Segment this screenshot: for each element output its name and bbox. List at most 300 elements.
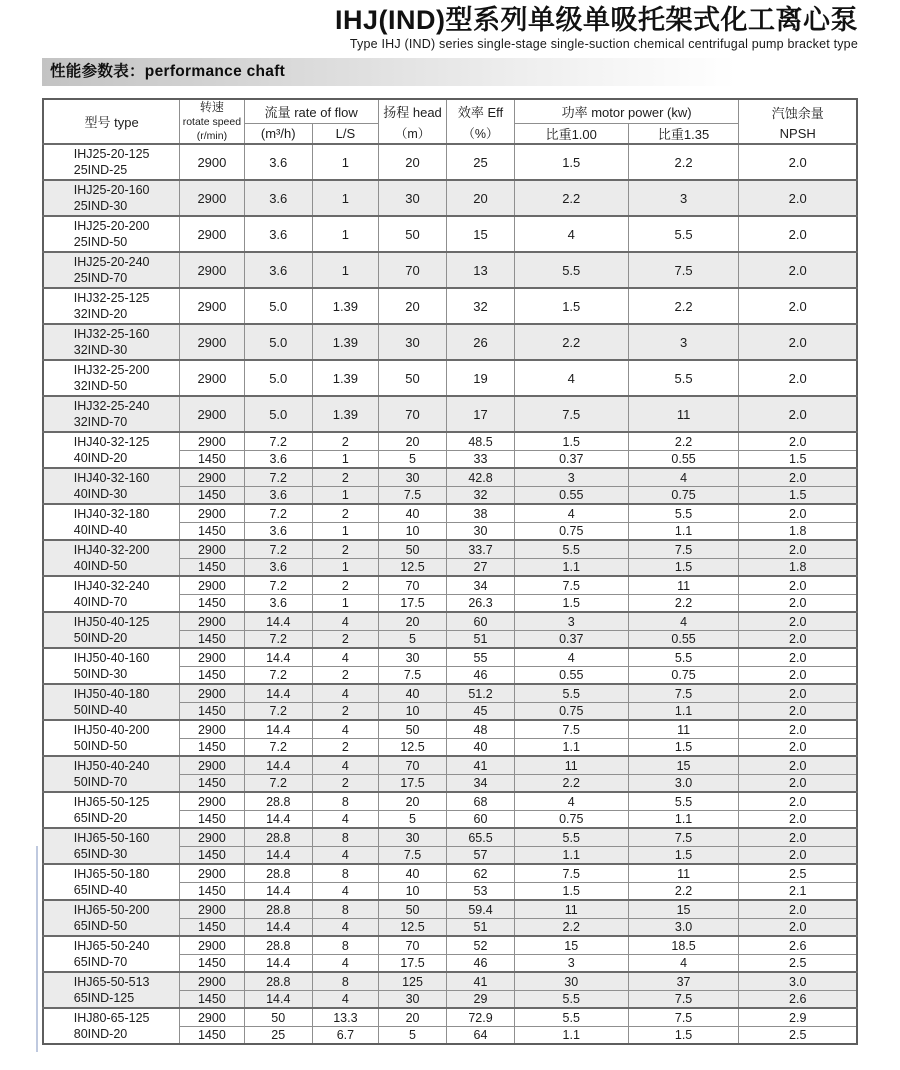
npsh-cell: 2.6: [739, 990, 857, 1008]
eff-cell: 45: [447, 702, 515, 720]
table-row: [43, 540, 857, 558]
power-135-cell: 7.5: [628, 990, 739, 1008]
table-row: [43, 252, 857, 288]
npsh-cell: 2.9: [739, 1008, 857, 1026]
flow-m3h-cell: 3.6: [244, 216, 312, 252]
power-135-cell: 2.2: [628, 144, 739, 180]
model-label: 40IND-20: [73, 451, 128, 466]
flow-m3h-cell: 14.4: [244, 990, 312, 1008]
head-cell: 40: [378, 684, 446, 702]
flow-m3h-cell: 3.6: [244, 180, 312, 216]
table-row: [43, 468, 857, 486]
eff-cell: 52: [447, 936, 515, 954]
flow-m3h-cell: 14.4: [244, 756, 312, 774]
flow-ls-cell: 2: [312, 576, 378, 594]
flow-m3h-cell: 14.4: [244, 648, 312, 666]
model-label: IHJ25-20-125: [73, 146, 150, 161]
table-row: [43, 756, 857, 774]
eff-cell: 19: [447, 360, 515, 396]
flow-ls-cell: 2: [312, 666, 378, 684]
npsh-cell: 2.0: [739, 630, 857, 648]
power-100-cell: 7.5: [514, 864, 628, 882]
head-cell: 50: [378, 540, 446, 558]
flow-m3h-cell: 7.2: [244, 702, 312, 720]
power-100-cell: 0.37: [514, 630, 628, 648]
col-header-power-group: 功率 motor power (kw): [514, 99, 739, 123]
model-cell: [43, 576, 180, 612]
flow-ls-cell: 1: [312, 522, 378, 540]
power-135-cell: 1.5: [628, 1026, 739, 1044]
speed-cell: 2900: [180, 144, 244, 180]
npsh-cell: 2.0: [739, 918, 857, 936]
flow-ls-cell: 2: [312, 468, 378, 486]
model-cell: [43, 324, 180, 360]
eff-cell: 48: [447, 720, 515, 738]
speed-cell: 2900: [180, 648, 244, 666]
flow-m3h-cell: 7.2: [244, 432, 312, 450]
flow-m3h-cell: 7.2: [244, 504, 312, 522]
col-header-flow-group: 流量 rate of flow: [244, 99, 378, 123]
npsh-cell: 2.0: [739, 576, 857, 594]
flow-m3h-cell: 28.8: [244, 936, 312, 954]
model-label: IHJ50-40-200: [73, 722, 150, 737]
head-cell: 10: [378, 522, 446, 540]
col-header-power-135: 比重1.35: [628, 123, 739, 144]
power-100-cell: 5.5: [514, 684, 628, 702]
speed-cell: 2900: [180, 576, 244, 594]
model-label: 50IND-30: [73, 667, 128, 682]
speed-cell: 2900: [180, 828, 244, 846]
head-cell: 12.5: [378, 918, 446, 936]
power-100-cell: 3: [514, 954, 628, 972]
model-label: 65IND-70: [73, 955, 128, 970]
eff-cell: 64: [447, 1026, 515, 1044]
eff-cell: 55: [447, 648, 515, 666]
npsh-cell: 1.8: [739, 522, 857, 540]
col-header-power-100: 比重1.00: [514, 123, 628, 144]
model-cell: [43, 180, 180, 216]
power-100-cell: 1.5: [514, 288, 628, 324]
model-label: IHJ32-25-240: [73, 398, 150, 413]
model-label: 65IND-125: [73, 991, 135, 1006]
power-135-cell: 3.0: [628, 774, 739, 792]
col-header-flow-ls: L/S: [312, 123, 378, 144]
speed-cell: 2900: [180, 756, 244, 774]
table-row: [43, 360, 857, 396]
npsh-cell: 2.0: [739, 612, 857, 630]
power-100-cell: 0.55: [514, 486, 628, 504]
flow-m3h-cell: 14.4: [244, 612, 312, 630]
table-row: [43, 324, 857, 360]
section-header-bar: [42, 58, 858, 86]
eff-cell: 46: [447, 954, 515, 972]
model-label: 32IND-70: [73, 415, 128, 430]
npsh-cell: 2.6: [739, 936, 857, 954]
model-label: IHJ25-20-160: [73, 182, 150, 197]
flow-m3h-cell: 3.6: [244, 486, 312, 504]
flow-m3h-cell: 7.2: [244, 666, 312, 684]
power-135-cell: 11: [628, 576, 739, 594]
header-row-1: [43, 99, 857, 123]
npsh-cell: 1.5: [739, 486, 857, 504]
model-cell: [43, 252, 180, 288]
flow-ls-cell: 2: [312, 630, 378, 648]
table-row: [43, 900, 857, 918]
eff-cell: 26.3: [447, 594, 515, 612]
power-100-cell: 5.5: [514, 1008, 628, 1026]
model-cell: [43, 828, 180, 864]
model-cell: [43, 720, 180, 756]
flow-m3h-cell: 7.2: [244, 774, 312, 792]
flow-ls-cell: 8: [312, 936, 378, 954]
power-100-cell: 1.5: [514, 432, 628, 450]
npsh-cell: 2.1: [739, 882, 857, 900]
flow-m3h-cell: 28.8: [244, 792, 312, 810]
head-cell: 50: [378, 720, 446, 738]
table-row: [43, 720, 857, 738]
flow-m3h-cell: 5.0: [244, 288, 312, 324]
head-cell: 125: [378, 972, 446, 990]
speed-cell: 2900: [180, 504, 244, 522]
npsh-cell: 2.0: [739, 360, 857, 396]
model-label: IHJ40-32-180: [73, 506, 150, 521]
power-135-cell: 15: [628, 900, 739, 918]
head-cell: 7.5: [378, 846, 446, 864]
flow-m3h-cell: 7.2: [244, 468, 312, 486]
eff-cell: 46: [447, 666, 515, 684]
flow-ls-cell: 4: [312, 954, 378, 972]
npsh-cell: 2.0: [739, 756, 857, 774]
power-100-cell: 3: [514, 468, 628, 486]
power-135-cell: 11: [628, 864, 739, 882]
model-label: IHJ65-50-160: [73, 830, 150, 845]
power-100-cell: 4: [514, 648, 628, 666]
table-row: [43, 792, 857, 810]
flow-m3h-cell: 3.6: [244, 558, 312, 576]
power-135-cell: 5.5: [628, 504, 739, 522]
table-row: [43, 396, 857, 432]
table-row: [43, 648, 857, 666]
flow-m3h-cell: 28.8: [244, 864, 312, 882]
table-row: [43, 864, 857, 882]
model-label: IHJ40-32-240: [73, 578, 150, 593]
head-cell: 17.5: [378, 594, 446, 612]
head-cell: 30: [378, 990, 446, 1008]
eff-cell: 32: [447, 288, 515, 324]
speed-cell: 1450: [180, 810, 244, 828]
flow-ls-cell: 8: [312, 792, 378, 810]
head-cell: 17.5: [378, 774, 446, 792]
flow-m3h-cell: 7.2: [244, 630, 312, 648]
table-row: [43, 612, 857, 630]
npsh-cell: 2.0: [739, 900, 857, 918]
flow-ls-cell: 1.39: [312, 324, 378, 360]
table-row: [43, 288, 857, 324]
flow-m3h-cell: 5.0: [244, 324, 312, 360]
power-100-cell: 5.5: [514, 540, 628, 558]
table-row: [43, 684, 857, 702]
head-cell: 20: [378, 288, 446, 324]
flow-ls-cell: 2: [312, 432, 378, 450]
model-cell: [43, 648, 180, 684]
head-cell: 20: [378, 144, 446, 180]
eff-cell: 34: [447, 576, 515, 594]
power-100-cell: 3: [514, 612, 628, 630]
power-135-cell: 1.5: [628, 558, 739, 576]
flow-ls-cell: 4: [312, 810, 378, 828]
speed-cell: 2900: [180, 900, 244, 918]
table-row: [43, 1008, 857, 1026]
flow-m3h-cell: 3.6: [244, 252, 312, 288]
model-cell: [43, 288, 180, 324]
eff-cell: 57: [447, 846, 515, 864]
flow-ls-cell: 4: [312, 684, 378, 702]
power-135-cell: 3.0: [628, 918, 739, 936]
flow-m3h-cell: 3.6: [244, 144, 312, 180]
speed-cell: 1450: [180, 1026, 244, 1044]
power-100-cell: 4: [514, 360, 628, 396]
power-100-cell: 0.75: [514, 702, 628, 720]
model-cell: [43, 756, 180, 792]
flow-m3h-cell: 3.6: [244, 450, 312, 468]
power-100-cell: 2.2: [514, 180, 628, 216]
power-135-cell: 5.5: [628, 792, 739, 810]
speed-cell: 1450: [180, 882, 244, 900]
head-cell: 12.5: [378, 558, 446, 576]
model-label: IHJ40-32-160: [73, 470, 150, 485]
power-100-cell: 1.1: [514, 1026, 628, 1044]
flow-ls-cell: 2: [312, 702, 378, 720]
col-header-head: 扬程 head （m）: [378, 99, 446, 144]
model-cell: [43, 900, 180, 936]
flow-m3h-cell: 7.2: [244, 540, 312, 558]
speed-cell: 1450: [180, 558, 244, 576]
speed-cell: 2900: [180, 432, 244, 450]
power-100-cell: 15: [514, 936, 628, 954]
power-100-cell: 1.1: [514, 558, 628, 576]
speed-cell: 1450: [180, 918, 244, 936]
speed-cell: 1450: [180, 738, 244, 756]
npsh-cell: 2.0: [739, 144, 857, 180]
npsh-cell: 2.0: [739, 180, 857, 216]
npsh-cell: 2.0: [739, 666, 857, 684]
head-cell: 30: [378, 648, 446, 666]
head-cell: 40: [378, 864, 446, 882]
head-cell: 30: [378, 324, 446, 360]
model-label: IHJ25-20-200: [73, 218, 150, 233]
speed-cell: 2900: [180, 936, 244, 954]
head-cell: 40: [378, 504, 446, 522]
speed-cell: 2900: [180, 540, 244, 558]
flow-m3h-cell: 7.2: [244, 738, 312, 756]
speed-cell: 2900: [180, 864, 244, 882]
speed-cell: 2900: [180, 180, 244, 216]
npsh-cell: 2.0: [739, 594, 857, 612]
speed-cell: 1450: [180, 486, 244, 504]
power-135-cell: 0.75: [628, 666, 739, 684]
flow-m3h-cell: 14.4: [244, 846, 312, 864]
model-cell: [43, 936, 180, 972]
npsh-cell: 2.0: [739, 810, 857, 828]
model-label: IHJ25-20-240: [73, 254, 150, 269]
model-cell: [43, 504, 180, 540]
col-header-flow-m3h: (m³/h): [244, 123, 312, 144]
head-cell: 30: [378, 468, 446, 486]
head-cell: 30: [378, 828, 446, 846]
power-100-cell: 2.2: [514, 324, 628, 360]
model-label: 50IND-40: [73, 703, 128, 718]
scan-artifact-line: [36, 846, 38, 1052]
npsh-cell: 1.8: [739, 558, 857, 576]
speed-cell: 2900: [180, 396, 244, 432]
flow-ls-cell: 2: [312, 774, 378, 792]
flow-ls-cell: 1: [312, 558, 378, 576]
power-100-cell: 5.5: [514, 252, 628, 288]
flow-m3h-cell: 14.4: [244, 720, 312, 738]
flow-ls-cell: 4: [312, 648, 378, 666]
head-cell: 7.5: [378, 486, 446, 504]
model-label: IHJ40-32-125: [73, 434, 150, 449]
eff-cell: 27: [447, 558, 515, 576]
head-cell: 70: [378, 252, 446, 288]
power-100-cell: 5.5: [514, 990, 628, 1008]
eff-cell: 33.7: [447, 540, 515, 558]
model-label: 25IND-30: [73, 199, 128, 214]
flow-m3h-cell: 3.6: [244, 594, 312, 612]
table-row: [43, 216, 857, 252]
head-cell: 70: [378, 756, 446, 774]
flow-ls-cell: 2: [312, 540, 378, 558]
flow-m3h-cell: 25: [244, 1026, 312, 1044]
power-135-cell: 5.5: [628, 216, 739, 252]
head-cell: 10: [378, 702, 446, 720]
power-100-cell: 0.37: [514, 450, 628, 468]
npsh-cell: 2.5: [739, 1026, 857, 1044]
speed-cell: 1450: [180, 954, 244, 972]
model-cell: [43, 864, 180, 900]
flow-ls-cell: 1: [312, 216, 378, 252]
speed-cell: 2900: [180, 288, 244, 324]
power-135-cell: 2.2: [628, 288, 739, 324]
npsh-cell: 2.0: [739, 216, 857, 252]
col-header-type: 型号 type: [43, 99, 180, 144]
power-100-cell: 1.5: [514, 882, 628, 900]
npsh-cell: 2.0: [739, 738, 857, 756]
power-135-cell: 1.1: [628, 702, 739, 720]
power-135-cell: 15: [628, 756, 739, 774]
power-135-cell: 7.5: [628, 828, 739, 846]
model-cell: [43, 1008, 180, 1044]
flow-m3h-cell: 7.2: [244, 576, 312, 594]
eff-cell: 59.4: [447, 900, 515, 918]
npsh-cell: 2.0: [739, 648, 857, 666]
speed-cell: 1450: [180, 702, 244, 720]
power-135-cell: 4: [628, 612, 739, 630]
eff-cell: 60: [447, 810, 515, 828]
npsh-cell: 2.0: [739, 792, 857, 810]
model-label: IHJ50-40-180: [73, 686, 150, 701]
npsh-cell: 2.5: [739, 864, 857, 882]
model-label: 65IND-50: [73, 919, 128, 934]
head-cell: 10: [378, 882, 446, 900]
speed-cell: 1450: [180, 594, 244, 612]
power-100-cell: 1.1: [514, 846, 628, 864]
power-135-cell: 7.5: [628, 684, 739, 702]
power-135-cell: 7.5: [628, 1008, 739, 1026]
power-135-cell: 11: [628, 720, 739, 738]
flow-m3h-cell: 14.4: [244, 918, 312, 936]
head-cell: 20: [378, 432, 446, 450]
model-label: 25IND-70: [73, 271, 128, 286]
model-label: IHJ50-40-125: [73, 614, 150, 629]
npsh-cell: 2.0: [739, 828, 857, 846]
eff-cell: 42.8: [447, 468, 515, 486]
flow-m3h-cell: 28.8: [244, 900, 312, 918]
table-row: [43, 144, 857, 180]
flow-ls-cell: 8: [312, 864, 378, 882]
table-row: [43, 972, 857, 990]
performance-table-body: [43, 144, 857, 1044]
flow-ls-cell: 8: [312, 900, 378, 918]
head-cell: 7.5: [378, 666, 446, 684]
speed-cell: 2900: [180, 1008, 244, 1026]
model-label: 50IND-70: [73, 775, 128, 790]
model-cell: [43, 432, 180, 468]
eff-cell: 20: [447, 180, 515, 216]
power-135-cell: 18.5: [628, 936, 739, 954]
model-label: 50IND-20: [73, 631, 128, 646]
power-135-cell: 0.55: [628, 450, 739, 468]
model-label: IHJ32-25-160: [73, 326, 150, 341]
head-cell: 5: [378, 1026, 446, 1044]
head-cell: 17.5: [378, 954, 446, 972]
eff-cell: 34: [447, 774, 515, 792]
model-label: 40IND-30: [73, 487, 128, 502]
model-cell: [43, 684, 180, 720]
power-135-cell: 5.5: [628, 360, 739, 396]
model-label: IHJ65-50-200: [73, 902, 150, 917]
model-label: IHJ40-32-200: [73, 542, 150, 557]
flow-m3h-cell: 14.4: [244, 954, 312, 972]
npsh-cell: 2.0: [739, 288, 857, 324]
flow-ls-cell: 4: [312, 720, 378, 738]
flow-ls-cell: 1.39: [312, 360, 378, 396]
npsh-cell: 3.0: [739, 972, 857, 990]
col-header-efficiency: 效率 Eff （%）: [447, 99, 515, 144]
model-label: IHJ65-50-240: [73, 938, 150, 953]
power-135-cell: 37: [628, 972, 739, 990]
speed-cell: 2900: [180, 216, 244, 252]
power-135-cell: 1.5: [628, 738, 739, 756]
col-header-speed: 转速 rotate speed (r/min): [180, 99, 244, 144]
model-label: IHJ65-50-513: [73, 974, 150, 989]
model-cell: [43, 972, 180, 1008]
npsh-cell: 2.0: [739, 540, 857, 558]
model-label: 40IND-50: [73, 559, 128, 574]
flow-m3h-cell: 50: [244, 1008, 312, 1026]
eff-cell: 32: [447, 486, 515, 504]
model-label: IHJ65-50-125: [73, 794, 150, 809]
head-cell: 30: [378, 180, 446, 216]
flow-ls-cell: 1.39: [312, 288, 378, 324]
npsh-cell: 2.0: [739, 324, 857, 360]
head-cell: 5: [378, 450, 446, 468]
head-cell: 20: [378, 612, 446, 630]
model-label: 40IND-70: [73, 595, 128, 610]
power-100-cell: 4: [514, 504, 628, 522]
power-135-cell: 2.2: [628, 594, 739, 612]
speed-cell: 2900: [180, 720, 244, 738]
